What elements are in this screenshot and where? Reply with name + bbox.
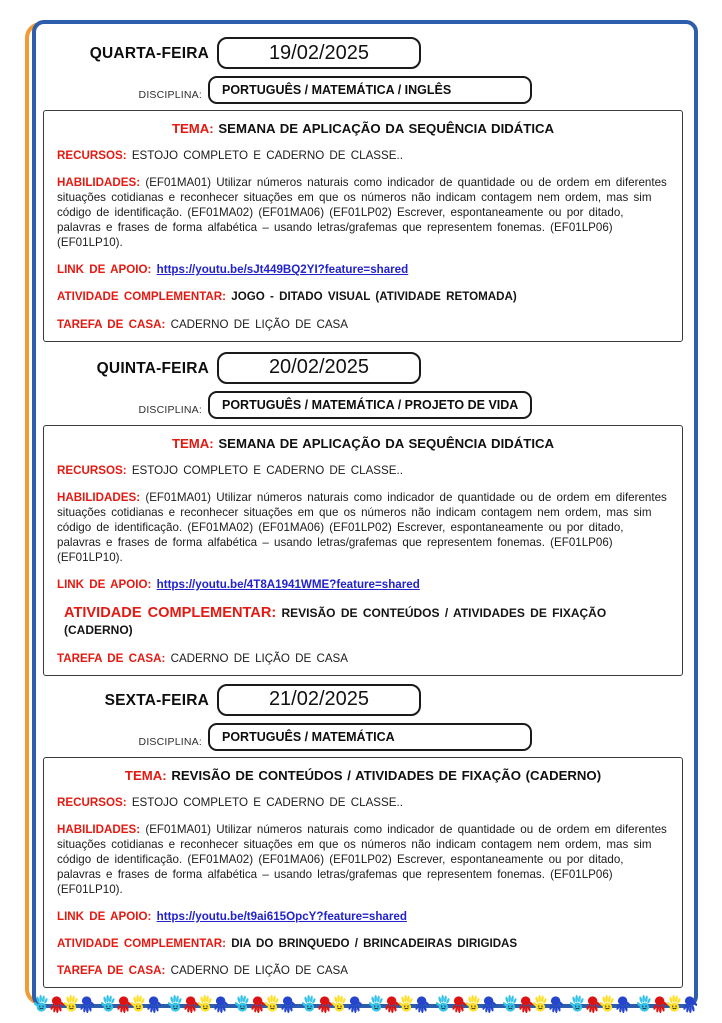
habilidades-value: (EF01MA01) Utilizar números naturais como indicador de quantidade ou de ordem em diferentes situações cotidianas e reconhecer situações em que os números não indicam contagem nem ordem, mas sim código de identificação. (EF01MA02) (EF01MA06) (EF01LP02) Escrever, espontaneamente ou por ditado, palavras e frases de forma alfabética – usando letras/grafemas que representem fonemas. (EF01LP06) (EF01LP10). [57, 490, 667, 564]
day-header-row [36, 684, 694, 717]
tarefa-line [57, 963, 669, 978]
handprint-icon [146, 993, 161, 1015]
handprint-icon [384, 993, 399, 1015]
handprint-icon [235, 993, 250, 1015]
handprint-icon [682, 993, 697, 1015]
atividade-value: DIA DO BRINQUEDO / BRINCADEIRAS DIRIGIDAS [231, 937, 518, 951]
handprint-icon [116, 993, 131, 1015]
handprint-group [637, 993, 697, 1015]
handprint-icon [466, 993, 481, 1015]
day-section-sexta [36, 684, 694, 989]
recursos-value: ESTOJO COMPLETO E CADERNO DE CLASSE.. [131, 463, 403, 477]
tarefa-label: TAREFA DE CASA: [57, 317, 166, 331]
handprint-icon [585, 993, 600, 1015]
date-box [217, 37, 421, 69]
handprint-icon [265, 993, 280, 1015]
disciplina-label: DISCIPLINA: [138, 735, 202, 748]
handprint-icon [414, 993, 429, 1015]
day-header-row [36, 37, 694, 70]
handprint-group [302, 993, 362, 1015]
handprint-icon [332, 993, 347, 1015]
recursos-line [57, 148, 669, 163]
handprint-group [235, 993, 295, 1015]
day-header-row [36, 352, 694, 385]
recursos-line [57, 795, 669, 810]
atividade-label: ATIVIDADE COMPLEMENTAR: [57, 290, 227, 304]
handprint-icon [600, 993, 615, 1015]
handprint-icon [503, 993, 518, 1015]
handprint-icon [168, 993, 183, 1015]
handprint-group [101, 993, 161, 1015]
handprint-icon [533, 993, 548, 1015]
tema-label: TEMA: [171, 121, 214, 136]
handprint-icon [667, 993, 682, 1015]
apoio-link[interactable]: https://youtu.be/4T8A1941WME?feature=shared [156, 577, 420, 591]
apoio-link[interactable]: https://youtu.be/sJt449BQ2YI?feature=shared [156, 263, 409, 277]
disciplina-value: PORTUGUÊS / MATEMÁTICA / INGLÊS [222, 83, 452, 97]
disciplina-value: PORTUGUÊS / MATEMÁTICA / PROJETO DE VIDA [222, 397, 519, 412]
handprint-icon [637, 993, 652, 1015]
handprint-icon [399, 993, 414, 1015]
habilidades-label: HABILIDADES: [57, 490, 141, 504]
tarefa-value: CADERNO DE LIÇÃO DE CASA [170, 964, 349, 978]
link-label: LINK DE APOIO: [57, 263, 152, 277]
handprint-icon [34, 993, 49, 1015]
recursos-label: RECURSOS: [57, 463, 127, 477]
habilidades-line [57, 822, 669, 897]
link-line [57, 577, 669, 592]
tarefa-label: TAREFA DE CASA: [57, 964, 166, 978]
habilidades-label: HABILIDADES: [57, 176, 141, 190]
habilidades-value: (EF01MA01) Utilizar números naturais como indicador de quantidade ou de ordem em diferentes situações cotidianas e reconhecer situações em que os números não indicam contagem nem ordem, mas sim código de identificação. (EF01MA02) (EF01MA06) (EF01LP02) Escrever, espontaneamente ou por ditado, palavras e frases de forma alfabética – usando letras/grafemas que representem fonemas. (EF01LP06) (EF01LP10). [57, 176, 667, 250]
handprint-icon [481, 993, 496, 1015]
atividade-line [57, 289, 669, 304]
handprint-icon [518, 993, 533, 1015]
handprint-group [436, 993, 496, 1015]
recursos-line [57, 463, 669, 478]
handprint-icon [250, 993, 265, 1015]
disciplina-row [36, 76, 694, 105]
disciplina-box [208, 391, 532, 419]
handprint-group [168, 993, 228, 1015]
habilidades-line [57, 490, 669, 565]
handprint-icon [570, 993, 585, 1015]
handprint-icon [101, 993, 116, 1015]
handprint-icon [198, 993, 213, 1015]
page-content [36, 24, 694, 1017]
habilidades-label: HABILIDADES: [57, 822, 141, 836]
day-name: SEXTA-FEIRA [104, 691, 209, 709]
handprint-icon [280, 993, 295, 1015]
tema-line [57, 768, 669, 783]
link-label: LINK DE APOIO: [57, 910, 152, 923]
disciplina-label: DISCIPLINA: [138, 403, 202, 416]
atividade-line [57, 604, 669, 639]
handprints-border [36, 991, 694, 1017]
handprint-icon [64, 993, 79, 1015]
tarefa-label: TAREFA DE CASA: [57, 651, 166, 665]
atividade-label: ATIVIDADE COMPLEMENTAR: [64, 605, 277, 621]
tarefa-line [57, 317, 669, 332]
date-box [217, 352, 421, 384]
handprint-icon [369, 993, 384, 1015]
day-section-quinta [36, 352, 694, 676]
atividade-label: ATIVIDADE COMPLEMENTAR: [57, 937, 227, 951]
handprint-icon [652, 993, 667, 1015]
handprint-group [570, 993, 630, 1015]
atividade-value: REVISÃO DE CONTEÚDOS / ATIVIDADES DE FIXAÇÃO (CADERNO) [64, 606, 607, 637]
tema-label: TEMA: [171, 435, 214, 451]
habilidades-value: (EF01MA01) Utilizar números naturais como indicador de quantidade ou de ordem em diferentes situações cotidianas e reconhecer situações em que os números não indicam contagem nem ordem, mas sim código de identificação. (EF01MA02) (EF01MA06) (EF01LP02) Escrever, espontaneamente ou por ditado, palavras e frases de forma alfabética – usando letras/grafemas que representem fonemas. (EF01LP06) (EF01LP10). [57, 822, 667, 896]
disciplina-box [208, 76, 532, 104]
lesson-box [43, 757, 683, 989]
handprint-icon [548, 993, 563, 1015]
tarefa-value: CADERNO DE LIÇÃO DE CASA [170, 651, 349, 665]
handprint-icon [302, 993, 317, 1015]
day-section-quarta [36, 37, 694, 342]
recursos-label: RECURSOS: [57, 795, 127, 809]
atividade-line [57, 936, 669, 951]
recursos-value: ESTOJO COMPLETO E CADERNO DE CLASSE.. [131, 149, 403, 162]
recursos-value: ESTOJO COMPLETO E CADERNO DE CLASSE.. [131, 795, 403, 809]
habilidades-line [57, 175, 669, 250]
date-value: 20/02/2025 [268, 356, 370, 379]
day-name: QUARTA-FEIRA [89, 45, 209, 62]
disciplina-label: DISCIPLINA: [138, 89, 202, 101]
tema-label: TEMA: [124, 767, 167, 783]
tema-line [57, 121, 669, 136]
tema-line [57, 436, 669, 451]
disciplina-row [36, 391, 694, 420]
tarefa-value: CADERNO DE LIÇÃO DE CASA [170, 317, 349, 331]
handprint-group [369, 993, 429, 1015]
handprint-group [34, 993, 94, 1015]
handprint-icon [347, 993, 362, 1015]
handprint-icon [131, 993, 146, 1015]
disciplina-row [36, 723, 694, 752]
disciplina-box [208, 723, 532, 751]
handprint-icon [213, 993, 228, 1015]
date-box [217, 684, 421, 716]
handprint-group [503, 993, 563, 1015]
disciplina-value: PORTUGUÊS / MATEMÁTICA [222, 729, 395, 744]
recursos-label: RECURSOS: [57, 149, 127, 162]
handprint-icon [79, 993, 94, 1015]
handprint-icon [317, 993, 332, 1015]
tema-value: SEMANA DE APLICAÇÃO DA SEQUÊNCIA DIDÁTICA [218, 121, 555, 136]
handprint-icon [183, 993, 198, 1015]
lesson-box [43, 110, 683, 342]
handprint-icon [436, 993, 451, 1015]
handprint-icon [451, 993, 466, 1015]
apoio-link[interactable]: https://youtu.be/t9ai615OpcY?feature=shared [156, 910, 407, 923]
link-line [57, 909, 669, 924]
tema-value: SEMANA DE APLICAÇÃO DA SEQUÊNCIA DIDÁTICA [218, 435, 555, 451]
handprint-icon [49, 993, 64, 1015]
lesson-box [43, 425, 683, 676]
day-name: QUINTA-FEIRA [96, 359, 209, 377]
date-value: 19/02/2025 [268, 41, 370, 64]
link-label: LINK DE APOIO: [57, 577, 152, 591]
tema-value: REVISÃO DE CONTEÚDOS / ATIVIDADES DE FIXAÇÃO (CADERNO) [171, 767, 602, 783]
tarefa-line [57, 651, 669, 666]
link-line [57, 262, 669, 277]
date-value: 21/02/2025 [268, 688, 370, 711]
handprint-icon [615, 993, 630, 1015]
atividade-value: JOGO - DITADO VISUAL (ATIVIDADE RETOMADA) [231, 290, 517, 304]
